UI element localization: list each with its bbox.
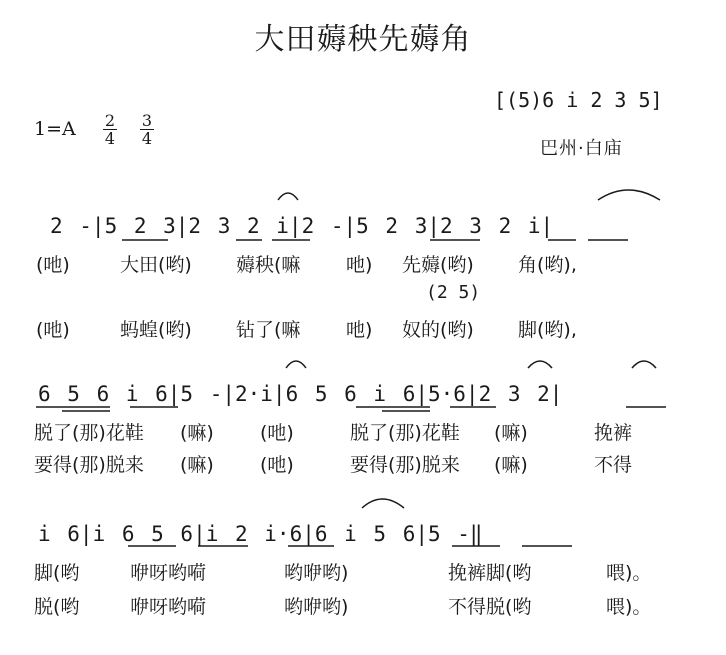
system-1-notation: 2 -|5 2 3|2 3 2 i|2 -|5 2 3|2 3 2 i| <box>50 214 554 238</box>
system-3-lyric-2-seg-2: 咿呀哟嗬 <box>130 596 207 618</box>
system-1-lyric-2-seg-3: 钻了(嘛 <box>236 319 301 341</box>
system-2-lyric-2-seg-6: 不得 <box>594 454 633 476</box>
slur-mark <box>632 361 656 368</box>
system-2-lyric-1-seg-1: 脱了(那)花鞋 <box>34 422 144 444</box>
system-3-lyric-1-seg-3: 哟咿哟) <box>284 562 349 584</box>
system-1-lyric-2-seg-2: 蚂蝗(哟) <box>120 319 192 341</box>
system-3-lyric-2-seg-4: 不得脱(哟 <box>448 596 532 618</box>
time-sig-numerator: 3 <box>141 111 153 130</box>
mode-scale: [(5)6 i 2 3 5] <box>494 88 663 112</box>
slur-mark <box>278 193 298 200</box>
system-2-lyric-1-seg-5: (嘛) <box>494 422 528 444</box>
system-2-lyric-1-seg-3: (吔) <box>260 422 294 444</box>
page-title: 大田薅秧先薅角 <box>254 22 472 57</box>
slur-mark <box>362 499 404 508</box>
system-1-lyric-1-seg-6: 角(哟), <box>518 254 577 276</box>
system-1-lyric-2-seg-1: (吔) <box>36 319 70 341</box>
system-2-lyric-2-seg-5: (嘛) <box>494 454 528 476</box>
system-2-lyric-2-seg-2: (嘛) <box>180 454 214 476</box>
system-3-lyric-2-seg-1: 脱(哟 <box>34 596 80 618</box>
time-sig-denominator: 4 <box>104 129 116 148</box>
system-1-lyric-2-seg-4: 吔) <box>346 319 373 341</box>
time-sig-numerator: 2 <box>104 111 116 130</box>
key-signature: 1=A <box>34 118 76 140</box>
system-2-lyric-2-seg-1: 要得(那)脱来 <box>34 454 144 476</box>
system-1-lyric-2-seg-6: 脚(哟), <box>518 319 577 341</box>
system-3-lyric-2-seg-3: 哟咿哟) <box>284 596 349 618</box>
system-3-lyric-1-seg-1: 脚(哟 <box>34 562 80 584</box>
slur-mark <box>598 190 660 200</box>
system-1-lyric-2-seg-5: 奴的(哟) <box>402 319 474 341</box>
system-2-lyric-2-seg-3: (吔) <box>260 454 294 476</box>
system-1-lyric-1-seg-2: 大田(哟) <box>120 254 192 276</box>
slur-mark <box>286 361 306 368</box>
system-1-lyric-1-seg-4: 吔) <box>346 254 373 276</box>
system-3-lyric-1-seg-4: 挽裤脚(哟 <box>448 562 532 584</box>
system-3-notation: i 6|i 6 5 6|i 2 i·6|6 i 5 6|5 -‖ <box>38 522 483 546</box>
system-2-lyric-1-seg-4: 脱了(那)花鞋 <box>350 422 460 444</box>
slur-mark <box>528 361 552 368</box>
system-3-lyric-1-seg-5: 喂)。 <box>606 562 652 584</box>
system-1-lyric-1-seg-5: 先薅(哟) <box>402 254 474 276</box>
time-sig-denominator: 4 <box>141 129 153 148</box>
system-1-lyric-1-seg-3: 薅秧(嘛 <box>236 254 301 276</box>
system-3-lyric-1-seg-2: 咿呀哟嗬 <box>130 562 207 584</box>
system-2-lyric-1-seg-2: (嘛) <box>180 422 214 444</box>
system-2-lyric-2-seg-4: 要得(那)脱来 <box>350 454 460 476</box>
system-1-lyric-1-seg-1: (吔) <box>36 254 70 276</box>
system-3-lyric-2-seg-5: 喂)。 <box>606 596 652 618</box>
song-origin: 巴州·白庙 <box>540 138 623 159</box>
system-2-lyric-1-seg-6: 挽裤 <box>594 422 633 444</box>
system-1-variant-notes: (2 5) <box>426 282 481 303</box>
system-2-notation: 6 5 6 i 6|5 -|2·i|6 5 6 i 6|5·6|2 3 2| <box>38 382 563 406</box>
